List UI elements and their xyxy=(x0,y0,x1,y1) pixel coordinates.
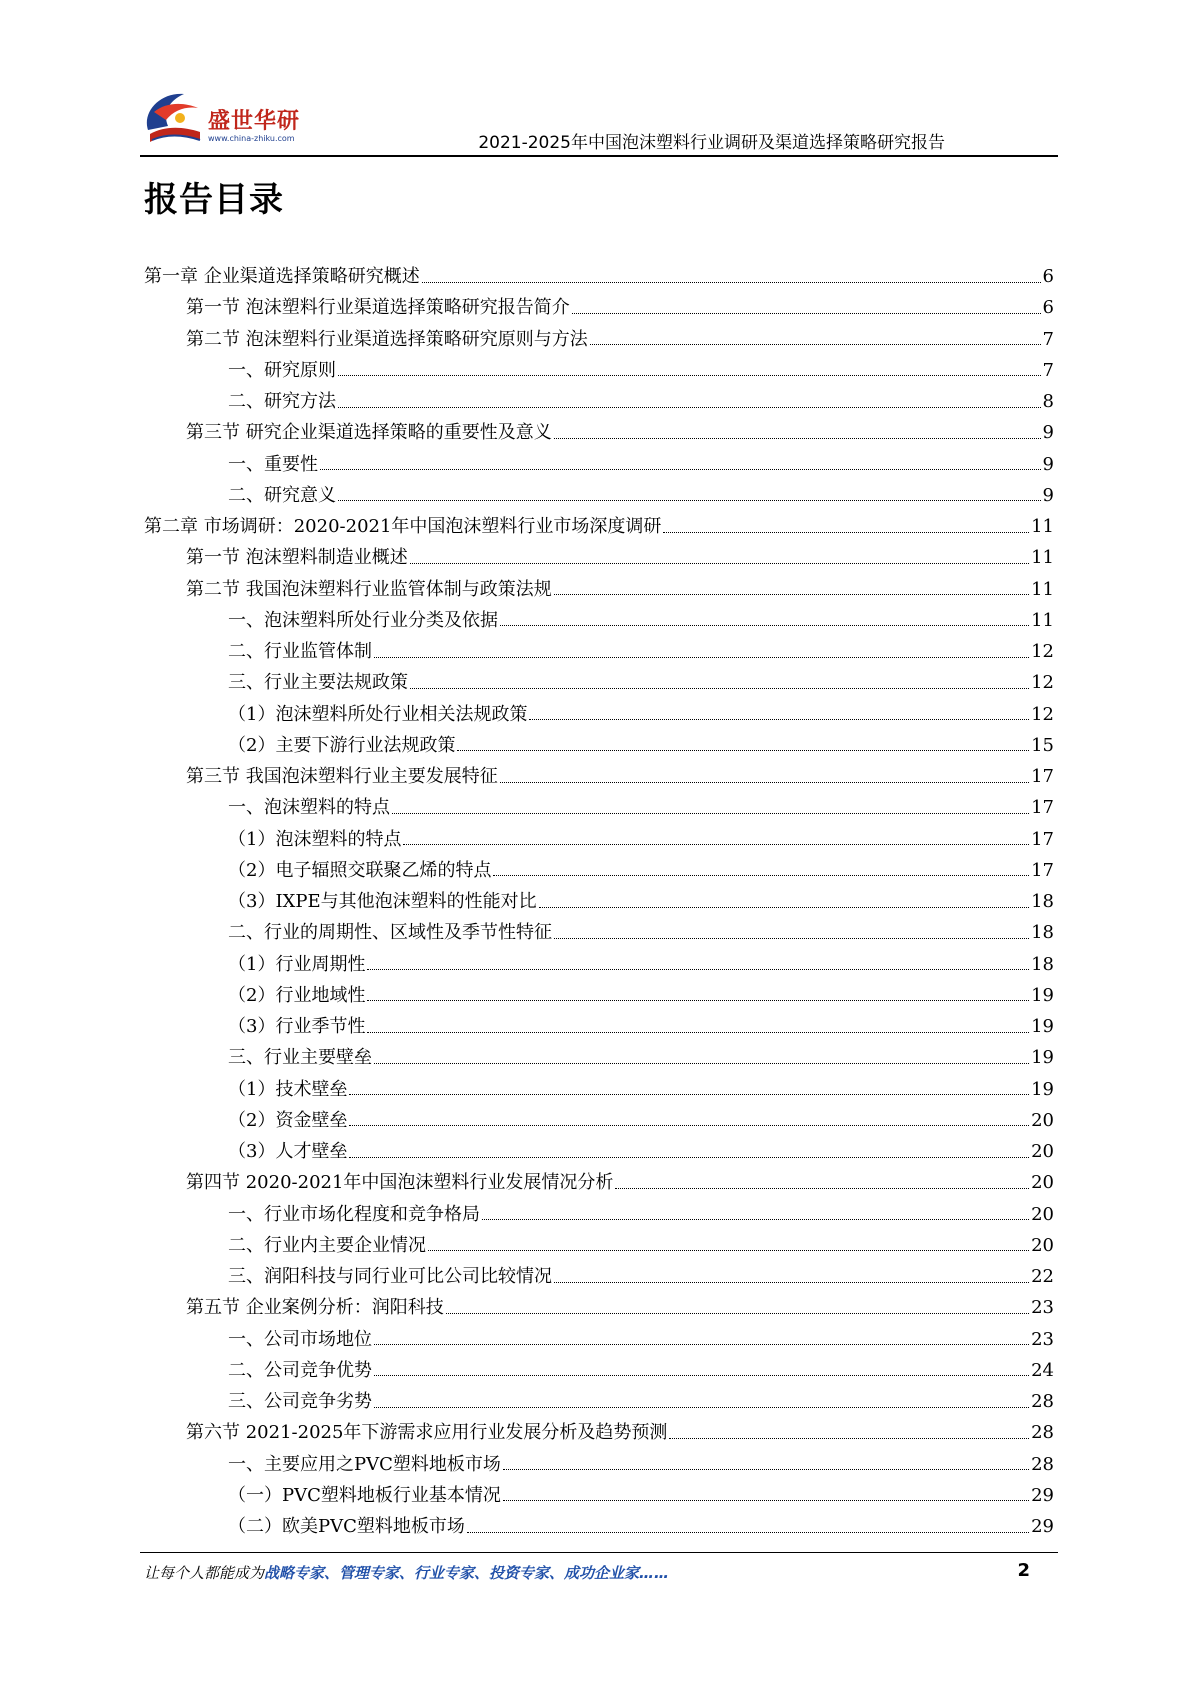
page-number: 2 xyxy=(1017,1560,1030,1581)
toc-dot-leader xyxy=(554,593,1029,595)
toc-entry-page: 28 xyxy=(1031,1453,1054,1475)
toc-entry-title: （1）泡沫塑料所处行业相关法规政策 xyxy=(228,703,528,725)
toc-entry-title: 第三节 研究企业渠道选择策略的重要性及意义 xyxy=(186,422,552,444)
toc-entry-title: 二、研究方法 xyxy=(228,391,336,412)
toc-dot-leader xyxy=(554,1281,1029,1283)
toc-entry-page: 11 xyxy=(1031,547,1054,569)
toc-entry-title: 一、主要应用之PVC塑料地板市场 xyxy=(228,1453,501,1475)
toc-entry-title: （一）PVC塑料地板行业基本情况 xyxy=(228,1484,501,1506)
toc-entry-page: 11 xyxy=(1031,609,1054,631)
toc-entry-title: 一、泡沫塑料所处行业分类及依据 xyxy=(228,609,498,631)
toc-dot-leader xyxy=(374,1406,1029,1408)
toc-entry-title: 三、公司竞争劣势 xyxy=(228,1391,372,1412)
report-title: 2021-2025年中国泡沫塑料行业调研及渠道选择策略研究报告 xyxy=(478,133,945,153)
toc-entry[interactable] xyxy=(144,1261,1054,1292)
toc-dot-leader xyxy=(493,874,1029,876)
toc-entry-page: 20 xyxy=(1031,1203,1054,1225)
toc-entry-page: 23 xyxy=(1031,1297,1054,1319)
toc-dot-leader xyxy=(374,1062,1029,1064)
toc-entry[interactable] xyxy=(144,1042,1054,1073)
toc-entry-title: 一、行业市场化程度和竞争格局 xyxy=(228,1203,480,1225)
toc-entry-title: 二、公司竞争优势 xyxy=(228,1359,372,1381)
toc-dot-leader xyxy=(374,1374,1029,1376)
toc-dot-leader xyxy=(663,531,1029,533)
toc-entry-page: 29 xyxy=(1031,1484,1054,1506)
toc-entry-title: （2）电子辐照交联聚乙烯的特点 xyxy=(228,859,492,881)
toc-entry[interactable] xyxy=(144,542,1054,573)
toc-entry-page: 28 xyxy=(1031,1422,1054,1444)
toc-entry-title: 第五节 企业案例分析：润阳科技 xyxy=(186,1297,444,1319)
toc-entry-title: （1）技术壁垒 xyxy=(228,1078,348,1100)
toc-entry-page: 9 xyxy=(1042,422,1054,444)
toc-dot-leader xyxy=(590,343,1041,345)
toc-entry-title: 二、行业的周期性、区域性及季节性特征 xyxy=(228,922,552,944)
toc-entry[interactable] xyxy=(144,1386,1054,1417)
toc-entry[interactable] xyxy=(144,511,1054,542)
toc-dot-leader xyxy=(367,1031,1029,1033)
toc-entry-page: 29 xyxy=(1031,1516,1054,1537)
toc-dot-leader xyxy=(367,968,1029,970)
toc-entry[interactable] xyxy=(144,917,1054,948)
toc-entry-page: 19 xyxy=(1031,1047,1054,1069)
toc-dot-leader xyxy=(554,437,1041,439)
toc-entry-title: （1）行业周期性 xyxy=(228,953,366,975)
toc-entry[interactable] xyxy=(144,855,1054,886)
toc-entry-page: 6 xyxy=(1042,266,1054,287)
toc-entry[interactable] xyxy=(144,1480,1054,1511)
toc-entry-title: 二、研究意义 xyxy=(228,484,336,506)
toc-entry[interactable] xyxy=(144,1324,1054,1355)
toc-dot-leader xyxy=(446,1312,1029,1314)
toc-entry-title: 三、润阳科技与同行业可比公司比较情况 xyxy=(228,1266,552,1287)
toc-dot-leader xyxy=(529,718,1029,720)
toc-entry-title: 三、行业主要壁垒 xyxy=(228,1047,372,1069)
toc-entry-title: 一、公司市场地位 xyxy=(228,1328,372,1350)
toc-dot-leader xyxy=(403,843,1029,845)
toc-entry-page: 19 xyxy=(1031,1016,1054,1037)
toc-entry-page: 19 xyxy=(1031,984,1054,1006)
toc-entry-page: 18 xyxy=(1031,953,1054,975)
toc-dot-leader xyxy=(554,937,1029,939)
toc-entry-page: 19 xyxy=(1031,1078,1054,1100)
toc-dot-leader xyxy=(410,687,1029,689)
toc-entry-page: 17 xyxy=(1031,797,1054,819)
toc-entry[interactable] xyxy=(144,355,1054,386)
toc-dot-leader xyxy=(669,1437,1029,1439)
toc-entry-title: 第四节 2020-2021年中国泡沫塑料行业发展情况分析 xyxy=(186,1172,614,1194)
toc-entry-title: 第二节 我国泡沫塑料行业监管体制与政策法规 xyxy=(186,578,552,600)
footer-slogan-highlight: 战略专家、管理专家、行业专家、投资专家、成功企业家…… xyxy=(264,1564,670,1582)
toc-entry-page: 7 xyxy=(1042,359,1054,381)
toc-entry-page: 24 xyxy=(1031,1359,1054,1381)
toc-entry-page: 17 xyxy=(1031,766,1054,787)
toc-dot-leader xyxy=(422,281,1041,283)
toc-entry-title: （二）欧美PVC塑料地板市场 xyxy=(228,1516,465,1537)
toc-entry[interactable] xyxy=(144,761,1054,792)
toc-entry[interactable] xyxy=(144,1074,1054,1105)
toc-dot-leader xyxy=(374,1343,1029,1345)
toc-entry-title: 三、行业主要法规政策 xyxy=(228,672,408,694)
toc-entry[interactable] xyxy=(144,636,1054,667)
toc-entry-page: 12 xyxy=(1031,703,1054,725)
toc-entry[interactable] xyxy=(144,949,1054,980)
toc-entry-title: （2）主要下游行业法规政策 xyxy=(228,734,456,756)
toc-entry-page: 17 xyxy=(1031,859,1054,881)
toc-entry-title: （2）行业地域性 xyxy=(228,984,366,1006)
toc-dot-leader xyxy=(392,812,1029,814)
toc-entry[interactable] xyxy=(144,417,1054,448)
page-title: 报告目录 xyxy=(144,180,284,220)
toc-dot-leader xyxy=(500,781,1029,783)
toc-entry-page: 18 xyxy=(1031,891,1054,912)
toc-entry-title: 第二章 市场调研：2020-2021年中国泡沫塑料行业市场深度调研 xyxy=(144,516,662,537)
toc-dot-leader xyxy=(482,1218,1029,1220)
footer-slogan-prefix: 让每个人都能成为 xyxy=(144,1564,265,1582)
toc-entry[interactable] xyxy=(144,605,1054,636)
toc-dot-leader xyxy=(338,499,1041,501)
toc-entry-page: 7 xyxy=(1042,328,1054,350)
toc-dot-leader xyxy=(539,906,1029,908)
toc-entry-page: 17 xyxy=(1031,828,1054,850)
toc-entry-title: 第三节 我国泡沫塑料行业主要发展特征 xyxy=(186,766,498,787)
toc-dot-leader xyxy=(367,999,1029,1001)
toc-dot-leader xyxy=(615,1187,1029,1189)
toc-entry[interactable] xyxy=(144,980,1054,1011)
table-of-contents xyxy=(144,261,1054,1542)
toc-entry[interactable] xyxy=(144,699,1054,730)
header-divider xyxy=(140,155,1058,157)
toc-entry-title: 第一节 泡沫塑料行业渠道选择策略研究报告简介 xyxy=(186,297,570,319)
toc-dot-leader xyxy=(428,1249,1029,1251)
toc-dot-leader xyxy=(349,1156,1029,1158)
toc-dot-leader xyxy=(349,1093,1029,1095)
toc-entry-page: 28 xyxy=(1031,1391,1054,1412)
toc-entry-page: 20 xyxy=(1031,1141,1054,1162)
toc-entry-page: 9 xyxy=(1042,453,1054,475)
toc-entry[interactable] xyxy=(144,574,1054,605)
toc-entry-title: 一、研究原则 xyxy=(228,359,336,381)
footer-divider xyxy=(140,1552,1058,1553)
toc-entry[interactable] xyxy=(144,1105,1054,1136)
toc-entry-page: 9 xyxy=(1042,484,1054,506)
toc-dot-leader xyxy=(338,374,1041,376)
toc-entry-page: 11 xyxy=(1031,516,1054,537)
toc-dot-leader xyxy=(320,468,1041,470)
toc-entry-title: （3）行业季节性 xyxy=(228,1016,366,1037)
toc-entry-title: 二、行业内主要企业情况 xyxy=(228,1234,426,1256)
toc-entry-title: 一、泡沫塑料的特点 xyxy=(228,797,390,819)
toc-entry[interactable] xyxy=(144,667,1054,698)
toc-dot-leader xyxy=(467,1531,1029,1533)
toc-entry[interactable] xyxy=(144,1449,1054,1480)
toc-entry[interactable] xyxy=(144,730,1054,761)
toc-entry[interactable] xyxy=(144,792,1054,823)
toc-entry[interactable] xyxy=(144,1167,1054,1198)
toc-dot-leader xyxy=(349,1124,1029,1126)
toc-entry-page: 22 xyxy=(1031,1266,1054,1287)
toc-dot-leader xyxy=(503,1499,1029,1501)
toc-entry-page: 18 xyxy=(1031,922,1054,944)
toc-entry-page: 20 xyxy=(1031,1172,1054,1194)
toc-entry-title: 第一章 企业渠道选择策略研究概述 xyxy=(144,266,420,287)
toc-entry-title: （3）人才壁垒 xyxy=(228,1141,348,1162)
toc-entry-title: （3）IXPE与其他泡沫塑料的性能对比 xyxy=(228,891,537,912)
toc-entry-title: （2）资金壁垒 xyxy=(228,1109,348,1131)
toc-entry[interactable] xyxy=(144,449,1054,480)
toc-entry-page: 12 xyxy=(1031,641,1054,662)
toc-entry-page: 23 xyxy=(1031,1328,1054,1350)
toc-entry-title: 第六节 2021-2025年下游需求应用行业发展分析及趋势预测 xyxy=(186,1422,668,1444)
toc-entry[interactable] xyxy=(144,1136,1054,1167)
toc-entry-title: （1）泡沫塑料的特点 xyxy=(228,828,402,850)
toc-entry-title: 一、重要性 xyxy=(228,453,318,475)
logo-wordmark: 盛世华研 xyxy=(208,109,301,134)
toc-entry[interactable] xyxy=(144,824,1054,855)
footer-slogan xyxy=(144,1562,669,1583)
toc-entry-page: 15 xyxy=(1031,734,1054,756)
toc-dot-leader xyxy=(410,562,1029,564)
toc-dot-leader xyxy=(374,656,1029,658)
toc-entry[interactable] xyxy=(144,261,1054,292)
toc-entry-page: 8 xyxy=(1042,391,1054,412)
toc-entry[interactable] xyxy=(144,1199,1054,1230)
logo-url: www.china-zhiku.com xyxy=(208,134,295,143)
toc-entry-title: 二、行业监管体制 xyxy=(228,641,372,662)
toc-entry[interactable] xyxy=(144,1417,1054,1448)
toc-entry-page: 6 xyxy=(1042,297,1054,319)
toc-entry[interactable] xyxy=(144,1011,1054,1042)
toc-entry[interactable] xyxy=(144,1230,1054,1261)
toc-entry[interactable] xyxy=(144,292,1054,323)
toc-entry-page: 12 xyxy=(1031,672,1054,694)
toc-entry-title: 第一节 泡沫塑料制造业概述 xyxy=(186,547,408,569)
toc-dot-leader xyxy=(572,312,1041,314)
toc-dot-leader xyxy=(503,1468,1029,1470)
toc-entry-page: 20 xyxy=(1031,1109,1054,1131)
toc-entry[interactable] xyxy=(144,480,1054,511)
toc-dot-leader xyxy=(500,624,1029,626)
toc-entry[interactable] xyxy=(144,1511,1054,1542)
toc-entry[interactable] xyxy=(144,386,1054,417)
toc-dot-leader xyxy=(457,749,1029,751)
toc-dot-leader xyxy=(338,406,1041,408)
toc-entry[interactable] xyxy=(144,1292,1054,1323)
toc-entry[interactable] xyxy=(144,886,1054,917)
toc-entry-page: 11 xyxy=(1031,578,1054,600)
toc-entry[interactable] xyxy=(144,1355,1054,1386)
toc-entry-page: 20 xyxy=(1031,1234,1054,1256)
toc-entry[interactable] xyxy=(144,324,1054,355)
toc-entry-title: 第二节 泡沫塑料行业渠道选择策略研究原则与方法 xyxy=(186,328,588,350)
